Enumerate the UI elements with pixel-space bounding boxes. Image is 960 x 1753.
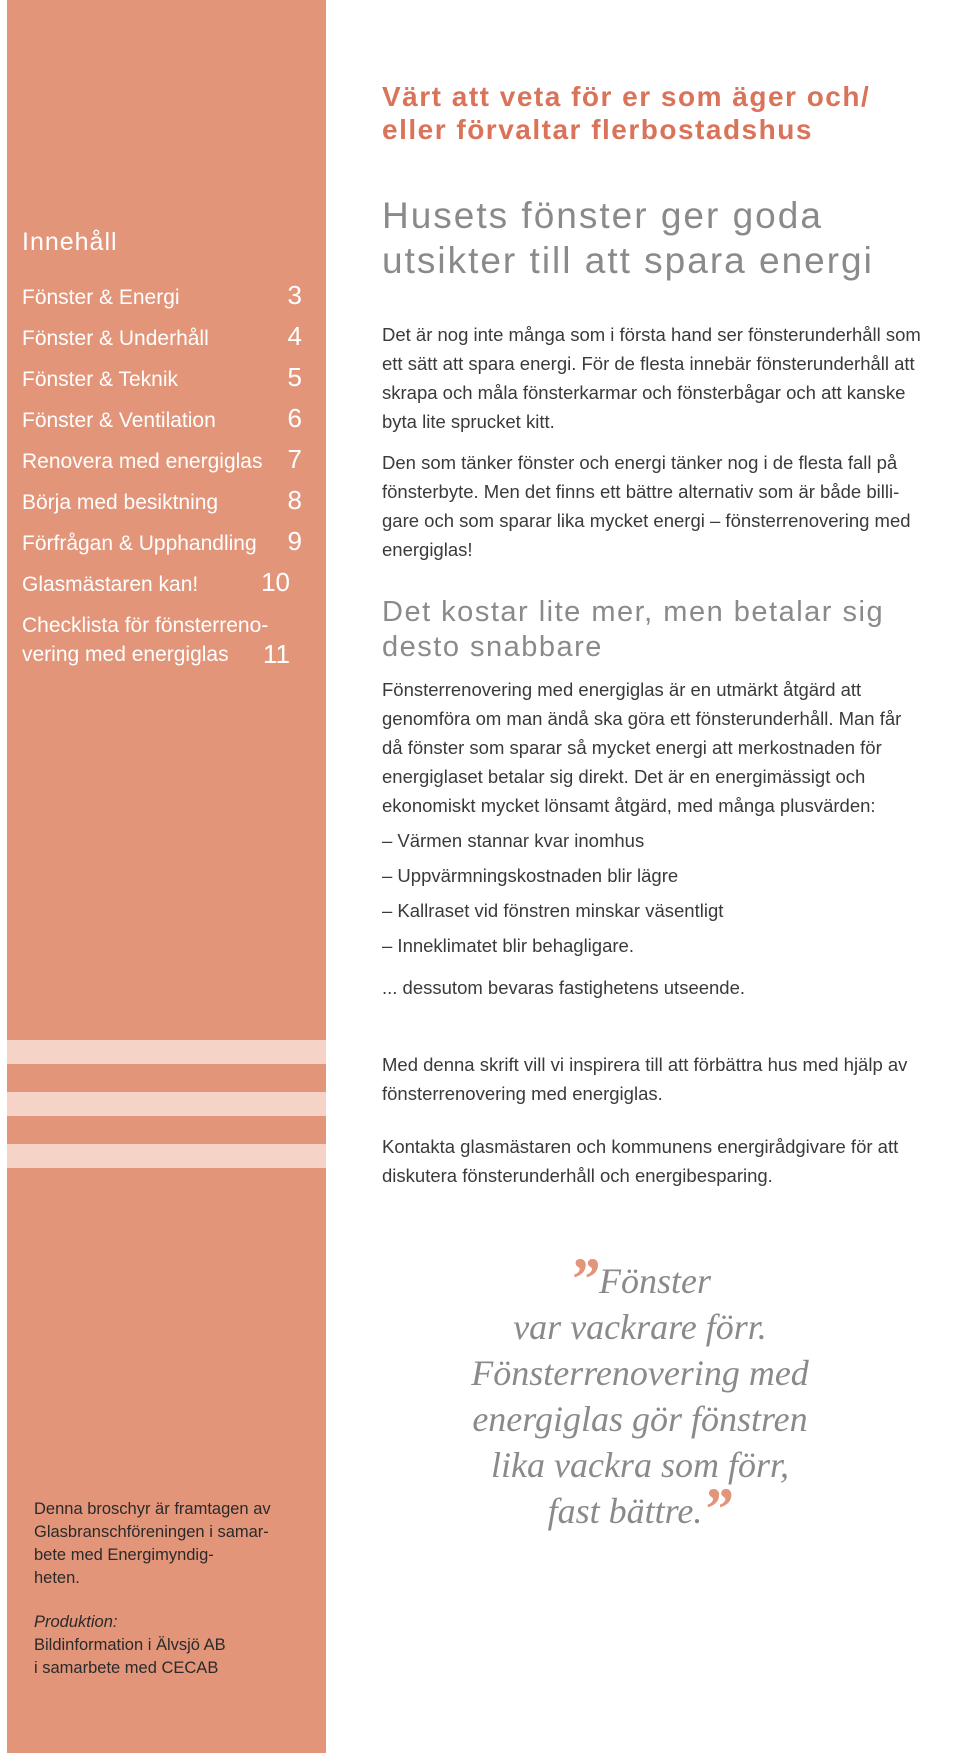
quote-line: lika vackra som förr,	[491, 1445, 789, 1485]
toc-item[interactable]	[22, 526, 312, 558]
list-item: – Kallraset vid fönstren minskar väsentligt	[382, 900, 724, 921]
toc-item[interactable]	[22, 611, 312, 669]
text-line: Det är nog inte många som i första hand ser fönsterunderhåll som	[382, 324, 921, 345]
text-line: bete med Energimyndig-	[34, 1546, 214, 1564]
toc-item-label: Fönster & Teknik	[22, 368, 179, 391]
text-line: skrapa och måla fönsterkarmar och fönsterbågar och att kanske	[382, 382, 906, 403]
text-line: heten.	[34, 1569, 80, 1587]
toc-item-label: Glasmästaren kan!	[22, 573, 199, 596]
kicker-line: eller förvaltar flerbostadshus	[382, 114, 813, 145]
list-item: – Värmen stannar kvar inomhus	[382, 830, 645, 851]
contact-paragraph	[382, 1132, 960, 1190]
toc-item-label: Renovera med energiglas	[22, 450, 263, 473]
toc-item-page: 11	[263, 639, 290, 669]
text-line: Denna broschyr är framtagen av	[34, 1500, 271, 1518]
toc-item[interactable]	[22, 403, 312, 435]
quote-line: var vackrare förr.	[513, 1307, 767, 1347]
toc-item[interactable]	[22, 362, 312, 394]
inspire-paragraph	[382, 1050, 960, 1108]
toc-item[interactable]	[22, 444, 312, 476]
text-line: diskutera fönsterunderhåll och energibesparing.	[382, 1165, 773, 1186]
sidebar-stripe	[7, 1144, 326, 1168]
toc-item-label: Förfrågan & Upphandling	[22, 532, 257, 555]
toc-item-label-line: vering med energiglas	[22, 643, 229, 666]
toc-item[interactable]	[22, 321, 312, 353]
sidebar-panel	[7, 0, 326, 1753]
text-line: ekonomiskt mycket lönsamt åtgärd, med många plusvärden:	[382, 795, 876, 816]
quote-line: energiglas gör fönstren	[472, 1399, 808, 1439]
toc-title: Innehåll	[22, 228, 118, 256]
quote-line: fast bättre.	[547, 1491, 703, 1531]
kicker-line: Värt att veta för er som äger och/	[382, 81, 871, 112]
text-line: genomföra om man ändå ska göra ett fönsterunderhåll. Man får	[382, 708, 902, 729]
toc-item[interactable]	[22, 567, 312, 599]
pull-quote	[420, 1246, 860, 1542]
page-title-line: utsikter till att spara energi	[382, 240, 874, 281]
body-paragraph	[382, 675, 960, 820]
toc-item-label	[22, 611, 268, 669]
credit-text	[34, 1498, 304, 1590]
after-bullets-text: ... dessutom bevaras fastighetens utseende.	[382, 977, 746, 998]
text-line: Bildinformation i Älvsjö AB	[34, 1636, 226, 1654]
intro-paragraph	[382, 448, 960, 564]
toc-item-page: 8	[287, 485, 302, 515]
text-line: i samarbete med CECAB	[34, 1659, 219, 1677]
toc-item-label: Börja med besiktning	[22, 491, 219, 514]
quote-line: Fönster	[599, 1261, 711, 1301]
section-heading-line: Det kostar lite mer, men betalar sig	[382, 596, 885, 628]
intro-paragraph	[382, 320, 960, 436]
list-item: – Inneklimatet blir behagligare.	[382, 935, 634, 956]
text-line: då fönster som sparar så mycket energi att merkostnaden för	[382, 737, 882, 758]
toc-item-page: 10	[261, 567, 290, 597]
toc-item[interactable]	[22, 280, 312, 312]
text-line: gare och som sparar lika mycket energi – fönsterrenovering med	[382, 510, 911, 531]
text-line: Den som tänker fönster och energi tänker nog i de flesta fall på	[382, 452, 898, 473]
kicker	[382, 80, 942, 146]
toc-item-page: 3	[287, 280, 302, 310]
text-line: fönsterrenovering med energiglas.	[382, 1083, 663, 1104]
toc-item-page: 6	[287, 403, 302, 433]
page-title	[382, 193, 942, 283]
text-line: ett sätt att spara energi. För de flesta innebär fönsterunderhåll att	[382, 353, 915, 374]
text-line: Fönsterrenovering med energiglas är en utmärkt åtgärd att	[382, 679, 862, 700]
text-line: energiglaset betalar sig direkt. Det är en energimässigt och	[382, 766, 866, 787]
production-credit	[34, 1611, 304, 1680]
text-line: fönsterbyte. Men det finns ett bättre alternativ som är både billi-	[382, 481, 900, 502]
text-line: Med denna skrift vill vi inspirera till att förbättra hus med hjälp av	[382, 1054, 908, 1075]
quote-line: Fönsterrenovering med	[471, 1353, 809, 1393]
list-item: – Uppvärmningskostnaden blir lägre	[382, 865, 679, 886]
text-line: Kontakta glasmästaren och kommunens energirådgivare för att	[382, 1136, 899, 1157]
text-line: energiglas!	[382, 539, 473, 560]
toc-item-page: 5	[287, 362, 302, 392]
toc-item-label-line: Checklista för fönsterreno-	[22, 614, 269, 637]
toc-item[interactable]	[22, 485, 312, 517]
toc-item-page: 4	[287, 321, 302, 351]
benefits-list	[382, 826, 942, 966]
toc-item-label: Fönster & Energi	[22, 286, 180, 309]
toc-item-page: 9	[287, 526, 302, 556]
text-line: byta lite sprucket kitt.	[382, 411, 555, 432]
sidebar-stripe	[7, 1040, 326, 1064]
toc-item-label: Fönster & Ventilation	[22, 409, 216, 432]
text-line: Glasbranschföreningen i samar-	[34, 1523, 269, 1541]
production-label: Produktion:	[34, 1613, 118, 1631]
toc-item-page: 7	[287, 444, 302, 474]
section-heading	[382, 595, 942, 665]
quote-open-mark: ”	[569, 1246, 599, 1312]
quote-close-mark: ”	[702, 1476, 733, 1542]
toc-item-label: Fönster & Underhåll	[22, 327, 209, 350]
page-title-line: Husets fönster ger goda	[382, 195, 823, 236]
section-heading-line: desto snabbare	[382, 631, 603, 663]
sidebar-stripe	[7, 1092, 326, 1116]
